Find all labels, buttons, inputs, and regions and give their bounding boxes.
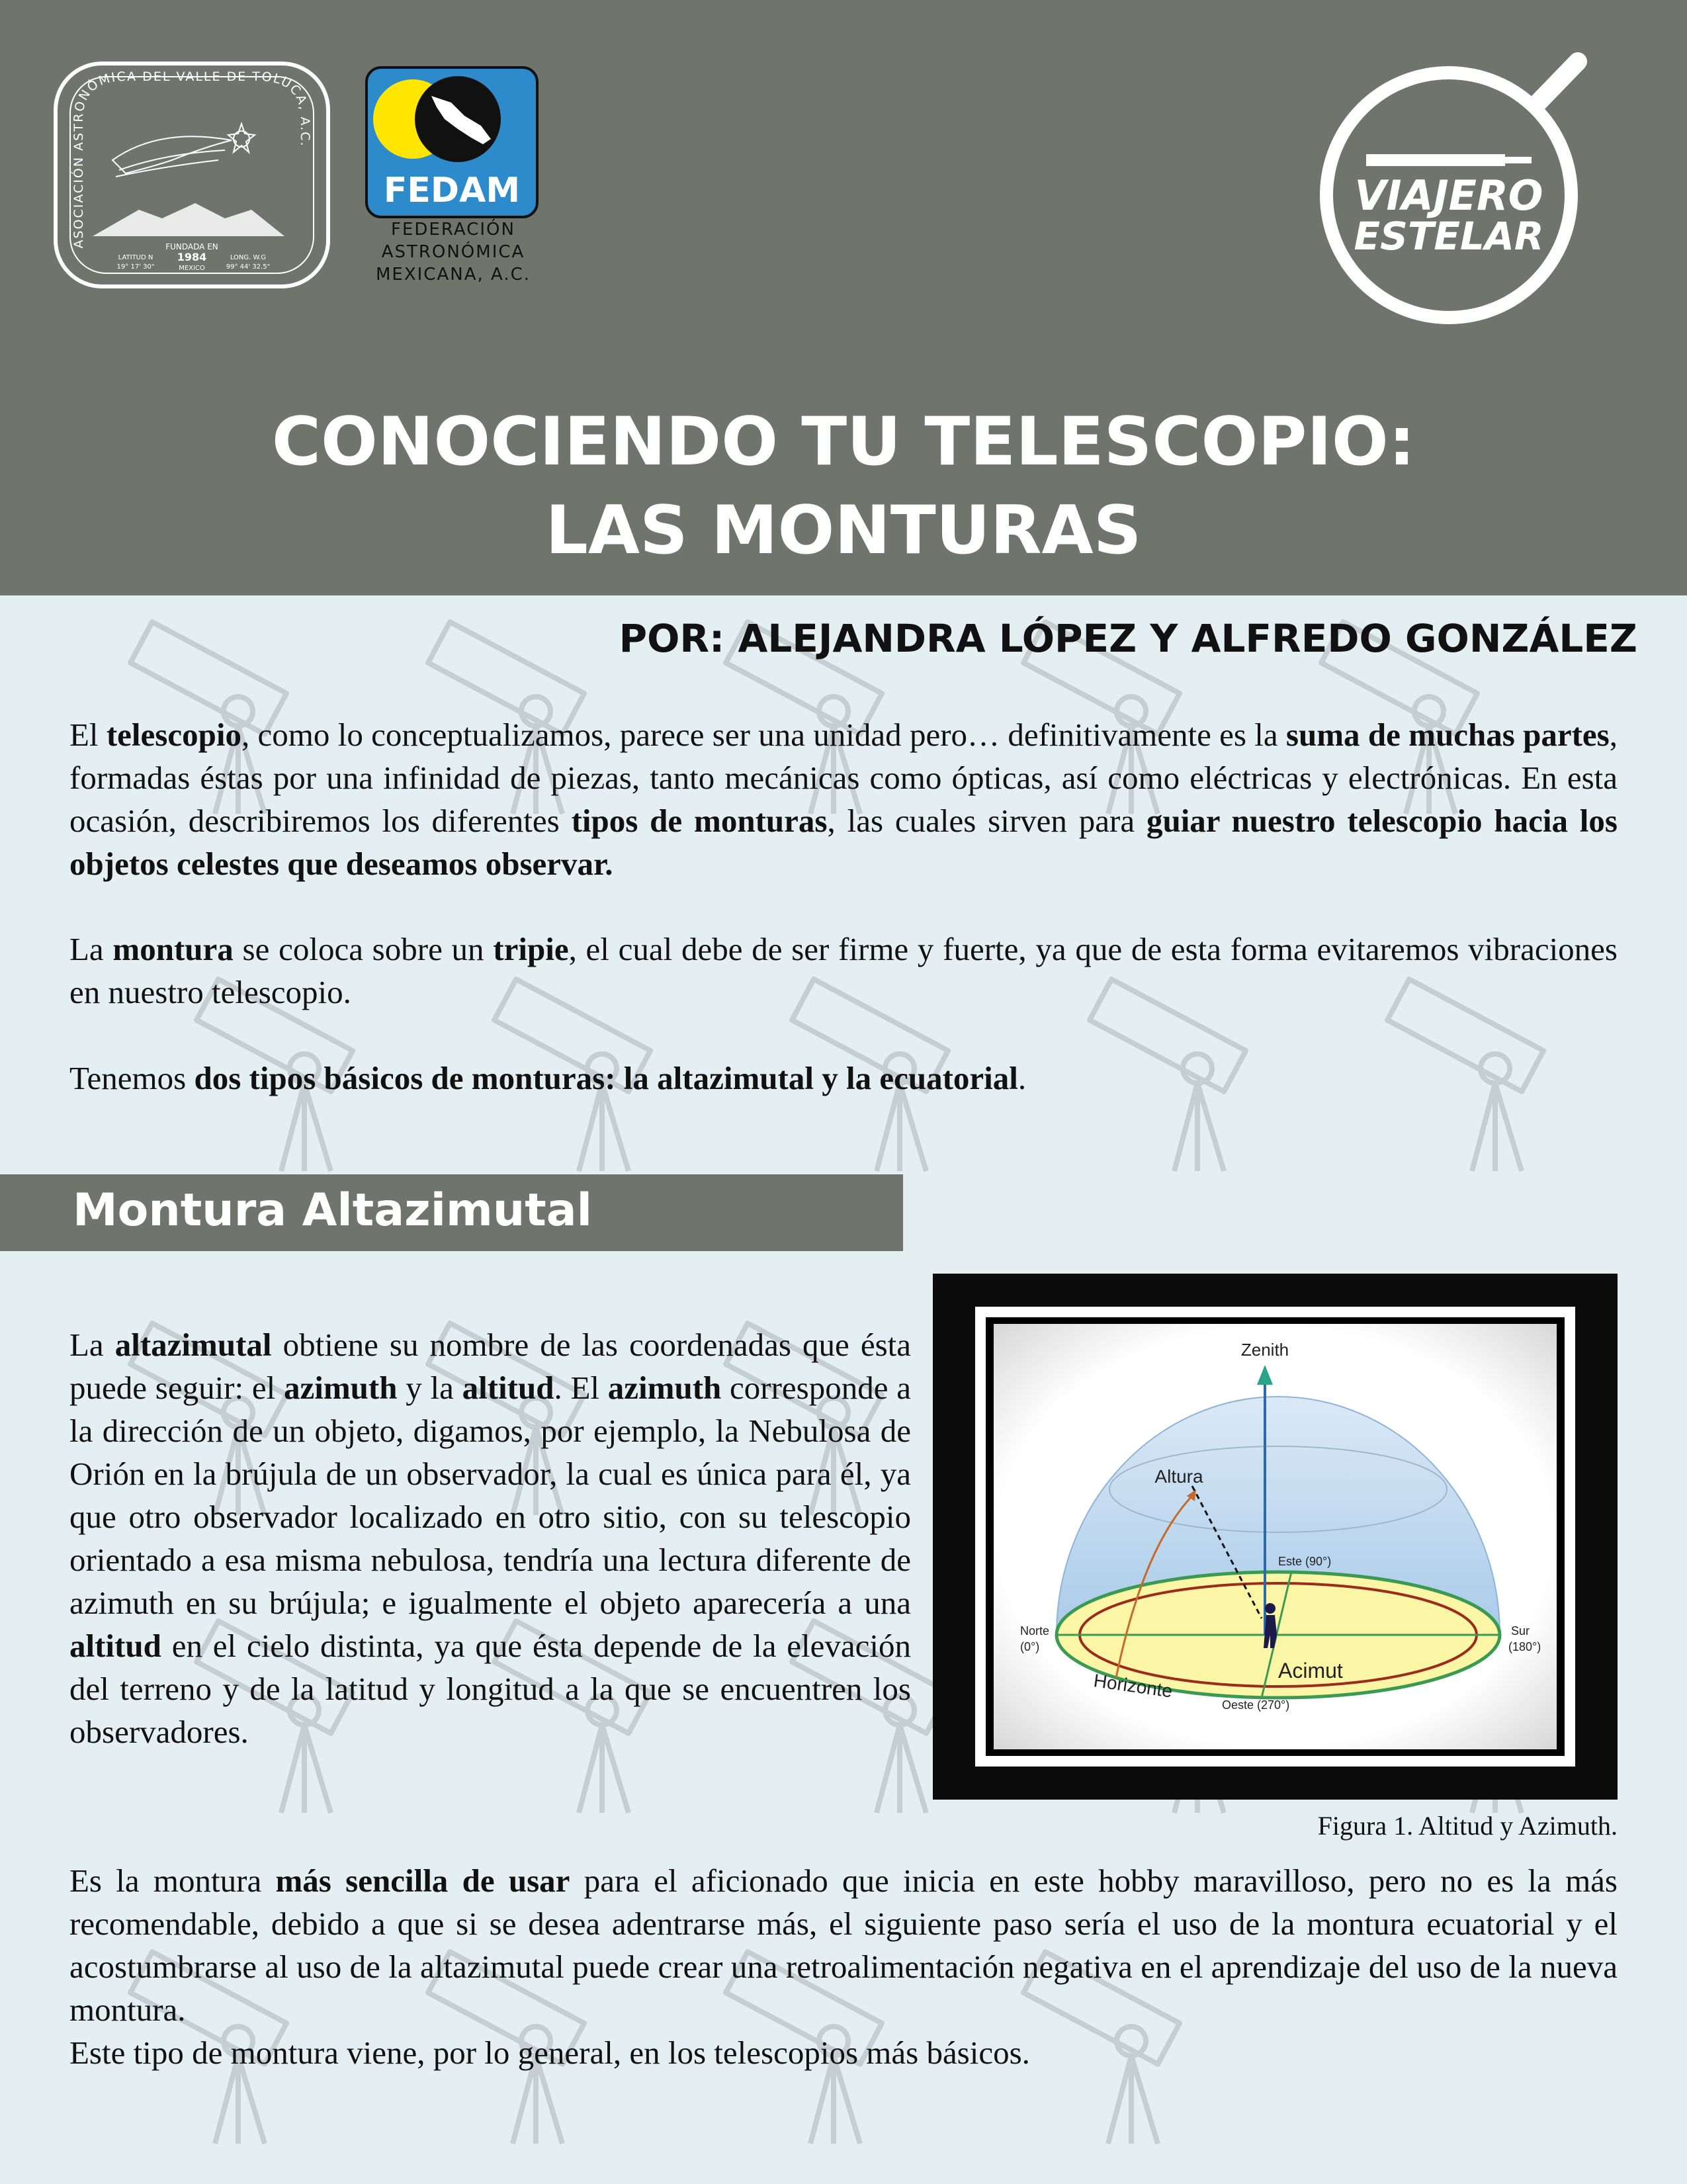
bold-text-run: guiar nuestro telescopio hacia los objetos celestes que deseamos observar. [69,803,1618,882]
viajero-text: VIAJERO [1354,171,1543,220]
text-run: y la [397,1370,462,1406]
label-oeste: Oeste (270°) [1222,1698,1290,1712]
fedam-caption-line: FEDERACIÓN [391,220,515,240]
text-run: en el cielo distinta, ya que ésta depende de la elevación del terreno y de la latitud y longitud a la que se encuentren los observadores. [69,1628,911,1750]
fedam-caption [344,218,562,286]
observer-icon [1264,1603,1277,1648]
label-horizonte: Horizonte [1092,1670,1174,1702]
text-run: , formadas éstas por una infinidad de piezas, tanto mecánicas como ópticas, así como eléctricas y electrónicas. En esta ocasión, describiremos los diferentes [69,717,1618,839]
byline: POR: ALEJANDRA LÓPEZ Y ALFREDO GONZÁLEZ [619,616,1637,661]
text-run: se coloca sobre un [233,931,494,967]
bold-text-run: suma de muchas partes [1285,717,1610,753]
intro-paragraph-2 [69,928,1618,1014]
text-run: Es la montura [69,1862,276,1899]
fedam-logo [365,66,539,218]
label-sur: Sur [1511,1624,1530,1638]
latitude-value: 19° 17' 30" [116,263,155,271]
label-este: Este (90°) [1278,1555,1332,1568]
bold-text-run: altitud [69,1628,161,1664]
figure-frame [933,1274,1618,1800]
comet-icon [112,124,255,177]
latitude-label: LATITUD N [118,254,153,261]
altitude-azimuth-diagram [994,1324,1557,1749]
label-norte: Norte [1020,1624,1050,1638]
bold-text-run: dos tipos básicos de monturas: la altazimutal y la ecuatorial [194,1060,1018,1096]
fedam-caption-line: MEXICANA, A.C. [375,265,531,284]
text-run: La [69,1327,115,1363]
label-acimut: Acimut [1278,1659,1343,1682]
bold-text-run: tipos de monturas [571,803,828,839]
text-run: . El [554,1370,608,1406]
viajero-estelar-logo [1313,36,1618,334]
founded-year: 1984 [177,251,207,263]
label-sur-degrees: (180°) [1508,1640,1541,1653]
text-run: La [69,931,113,967]
title-line-1: CONOCIENDO TU TELESCOPIO: [271,402,1416,480]
page-title [0,397,1687,574]
text-run: Tenemos [69,1060,195,1096]
bold-text-run: azimuth [283,1370,398,1406]
text-run: para el aficionado que inicia en este hobby maravilloso, pero no es la más recomendable, debido a que si se desea adentrarse más, el siguiente paso sería el uso de la montura ecuatorial y el acostumbrarse al uso de la altazimutal puede crear una retroalimentación negativa en el aprendizaje del uso de la nueva montura. [69,1862,1618,2028]
section-body-paragraph [69,1323,911,1753]
bold-text-run: altitud [462,1370,554,1406]
bold-text-run: azimuth [607,1370,722,1406]
label-norte-degrees: (0°) [1020,1640,1040,1653]
bold-text-run: más sencilla de usar [275,1862,570,1899]
intro-paragraph-1 [69,713,1618,885]
text-run: corresponde a la dirección de un objeto, digamos, por ejemplo, la Nebulosa de Orión en la brújula de un observador, la cual es única para él, ya que otro observador localizado en otro sitio, con su telescopio orientado a esa misma nebulosa, tendría una lectura diferente de azimuth en su brújula; e igualmente el objeto aparecería a una [69,1370,911,1621]
association-logo [53,61,331,289]
fedam-caption-line: ASTRONÓMICA [381,242,525,262]
text-run: , las cuales sirven para [827,803,1146,839]
estelar-text: ESTELAR [1354,214,1544,259]
text-run: obtiene su nombre de las coordenadas que ésta puede seguir: el [69,1327,911,1406]
fedam-logo-text: FEDAM [383,171,521,210]
text-run: , como lo conceptualizamos, parece ser una unidad pero… definitivamente es la [241,717,1286,753]
text-run: , el cual debe de ser firme y fuerte, ya que de esta forma evitaremos vibraciones en nuestro telescopio. [69,931,1618,1010]
text-run: . [1017,1060,1027,1096]
bold-text-run: telescopio [106,717,241,753]
section-title: Montura Altazimutal [73,1184,592,1237]
figure-caption: Figura 1. Altitud y Azimuth. [1317,1811,1618,1841]
association-ring-text: ASOCIACIÓN ASTRONÓMICA DEL VALLE DE TOLUCA, A.C. [71,69,312,249]
title-line-2: LAS MONTURAS [545,491,1142,569]
text-run: El [69,717,107,753]
country-label: MEXICO [179,265,205,272]
bold-text-run: altazimutal [114,1327,272,1363]
magnifier-handle-icon [1538,62,1578,103]
longitude-value: 99° 44' 32.5" [226,263,271,271]
label-altura: Altura [1154,1466,1203,1487]
bold-text-run: montura [112,931,234,967]
founded-label: FUNDADA EN [165,242,218,251]
volcano-icon [93,203,284,236]
closing-paragraph-2: Este tipo de montura viene, por lo general, en los telescopios más básicos. [69,2034,1030,2071]
longitude-label: LONG. W.G [230,254,267,261]
closing-paragraph-1 [69,1859,1618,2031]
intro-paragraph-3 [69,1057,1618,1100]
label-zenith: Zenith [1240,1340,1289,1360]
bold-text-run: tripie [493,931,569,967]
